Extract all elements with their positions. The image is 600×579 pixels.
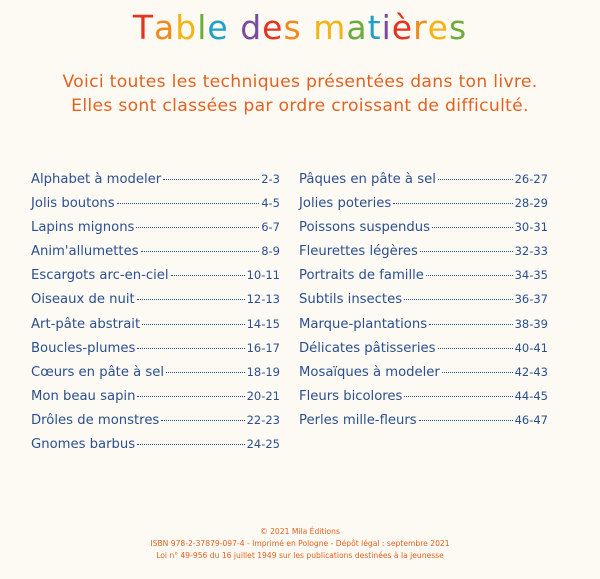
- dot-leader: [171, 275, 245, 276]
- toc-entry-pages: 44-45: [514, 388, 548, 403]
- toc-entry: [299, 365, 548, 389]
- toc-entry-pages: 40-41: [514, 340, 548, 355]
- copyright-line: © 2021 Mila Éditions: [260, 527, 340, 536]
- toc-entry-pages: 36-37: [514, 292, 548, 307]
- toc-entry-pages: 10-11: [246, 268, 280, 283]
- dot-leader: [404, 299, 513, 300]
- toc-entry-pages: 20-21: [246, 388, 280, 403]
- toc-entry-title: Portraits de famille: [299, 268, 424, 284]
- toc-entry-title: Art-pâte abstrait: [31, 316, 141, 332]
- toc-entry-title: Alphabet à modeler: [31, 172, 162, 187]
- toc-entry: [299, 220, 548, 244]
- toc-entry-pages: 34-35: [514, 268, 548, 283]
- toc-entry: [299, 196, 548, 220]
- toc-entry-title: Mon beau sapin: [31, 388, 136, 404]
- dot-leader: [404, 396, 512, 397]
- toc-entry-title: Drôles de monstres: [31, 412, 160, 428]
- toc-entry-title: Pâques en pâte à sel: [299, 172, 436, 187]
- toc-entry: [31, 268, 280, 292]
- toc-entry-pages: 30-31: [514, 220, 548, 235]
- dot-leader: [137, 348, 244, 349]
- toc-entry: [31, 292, 280, 316]
- dot-leader: [142, 324, 244, 325]
- toc-entry-title: Mosaïques à modeler: [299, 364, 440, 380]
- dot-leader: [419, 420, 513, 421]
- toc-entry-title: Jolies poteries: [299, 196, 392, 212]
- toc-entry: [299, 389, 548, 413]
- toc-entry-title: Gnomes barbus: [31, 437, 136, 453]
- toc-entry-pages: 22-23: [246, 412, 280, 427]
- toc-entry: [299, 317, 548, 341]
- toc-entry-title: Lapins mignons: [31, 220, 135, 236]
- toc-entry: [31, 413, 280, 437]
- toc-entry-title: Marque-plantations: [299, 316, 428, 332]
- toc-entry-pages: 8-9: [261, 244, 280, 259]
- toc-entry-title: Escargots arc-en-ciel: [31, 268, 169, 284]
- dot-leader: [137, 396, 244, 397]
- toc-entry-pages: 24-25: [246, 437, 280, 452]
- legal-footer: [0, 526, 600, 562]
- dot-leader: [141, 251, 260, 252]
- toc-entry-title: Fleurettes légères: [299, 244, 418, 260]
- toc-entry-title: Perles mille-fleurs: [299, 412, 417, 428]
- toc-entry-title: Subtils insectes: [299, 292, 403, 308]
- toc-entry-pages: 6-7: [261, 220, 280, 235]
- toc-entry: [31, 244, 280, 268]
- dot-leader: [442, 372, 513, 373]
- toc-entry: [299, 413, 548, 437]
- toc-entry-pages: 14-15: [246, 316, 280, 331]
- toc-entry: [299, 292, 548, 316]
- dot-leader: [137, 444, 244, 445]
- toc-entry: [31, 389, 280, 413]
- dot-leader: [438, 348, 513, 349]
- dot-leader: [136, 227, 259, 228]
- dot-leader: [166, 372, 245, 373]
- toc-entry: [31, 172, 280, 196]
- toc-entry-pages: 18-19: [246, 364, 280, 379]
- isbn-line: ISBN 978-2-37879-097-4 - Imprimé en Pologne - Dépôt légal : septembre 2021: [150, 539, 450, 548]
- dot-leader: [438, 179, 513, 180]
- intro-line-2: Elles sont classées par ordre croissant de difficulté.: [71, 96, 529, 116]
- toc-entry: [299, 268, 548, 292]
- toc-entry-pages: 4-5: [261, 196, 280, 211]
- toc-entry-pages: 38-39: [514, 316, 548, 331]
- toc-entry-pages: 28-29: [514, 196, 548, 211]
- toc-entry: [299, 244, 548, 268]
- toc-entry-pages: 26-27: [514, 172, 548, 186]
- dot-leader: [137, 299, 245, 300]
- intro-text: [0, 70, 600, 118]
- toc-entry: [31, 341, 280, 365]
- toc-entry: [31, 196, 280, 220]
- intro-line-1: Voici toutes les techniques présentées dans ton livre.: [62, 72, 538, 92]
- dot-leader: [163, 179, 259, 180]
- dot-leader: [117, 203, 260, 204]
- toc-entry-pages: 12-13: [246, 292, 280, 307]
- toc-entry-title: Jolis boutons: [31, 196, 115, 212]
- toc-entry-title: Cœurs en pâte à sel: [31, 364, 165, 380]
- page-title: [0, 6, 600, 50]
- dot-leader: [161, 420, 244, 421]
- toc-entry-pages: 42-43: [514, 364, 548, 379]
- toc-entry-title: Poissons suspendus: [299, 220, 430, 236]
- toc-entry-title: Anim'allumettes: [31, 244, 139, 260]
- dot-leader: [426, 275, 513, 276]
- toc-entry-pages: 16-17: [246, 340, 280, 355]
- toc-column-right: [299, 172, 548, 437]
- toc-entry-title: Oiseaux de nuit: [31, 292, 135, 308]
- toc-entry-title: Boucles-plumes: [31, 340, 136, 356]
- dot-leader: [432, 227, 513, 228]
- toc-entry: [31, 220, 280, 244]
- dot-leader: [429, 324, 512, 325]
- law-line: Loi n° 49-956 du 16 juillet 1949 sur les publications destinées à la jeunesse: [156, 551, 444, 560]
- toc-entry-pages: 2-3: [261, 172, 280, 186]
- toc-entry-pages: 46-47: [514, 412, 548, 427]
- toc-entry: [299, 172, 548, 196]
- toc-entry: [299, 341, 548, 365]
- toc-entry-title: Fleurs bicolores: [299, 388, 403, 404]
- toc-column-left: [31, 172, 280, 461]
- dot-leader: [420, 251, 513, 252]
- toc-entry-title: Délicates pâtisseries: [299, 340, 436, 356]
- toc-entry: [31, 365, 280, 389]
- toc-entry: [31, 317, 280, 341]
- page-title-text: Table des matières: [132, 8, 468, 47]
- dot-leader: [393, 203, 512, 204]
- toc-entry-pages: 32-33: [514, 244, 548, 259]
- toc-entry: [31, 437, 280, 461]
